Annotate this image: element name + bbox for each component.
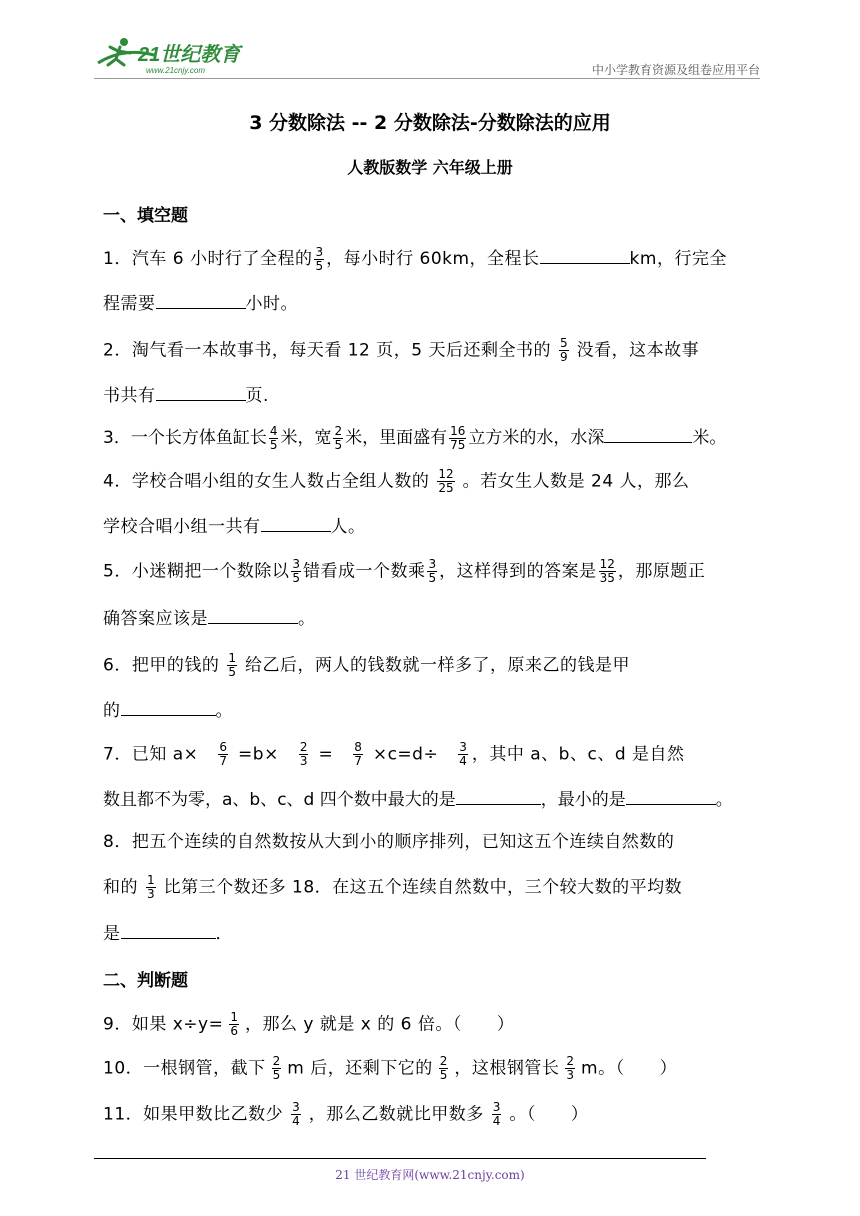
fraction: $\frac{2}{3}$ (299, 740, 308, 768)
answer-blank[interactable] (604, 424, 692, 443)
answer-blank[interactable] (261, 513, 331, 532)
fraction: $\frac{6}{7}$ (219, 740, 228, 768)
answer-blank[interactable] (456, 786, 541, 805)
fraction: $\frac{2}{5}$ (334, 423, 343, 452)
question-7-line1: 7．已知 a× $\frac{6}{7}$ =b× $\frac{2}{3}$ = $\frac{8}{7}$ ×c=d÷ $\frac{3}{4}$ ，其中 a、b、c、d 是自然 (103, 740, 685, 768)
question-5-line2: 确答案应该是 。 (103, 605, 761, 631)
fraction: $\frac{3}{4}$ (492, 1100, 501, 1128)
question-1-line1: 1．汽车 6 小时行了全程的 $\frac{3}{5}$ ，每小时行 60km，全程长 km，行完全 (103, 244, 727, 273)
page-title: 3 分数除法 -- 2 分数除法-分数除法的应用 (249, 112, 611, 134)
question-11: 11．如果甲数比乙数少 $\frac{3}{4}$ ，那么乙数就比甲数多 $\frac{3}{4}$ 。（ ） (103, 1100, 589, 1128)
page-subtitle: 人教版数学 六年级上册 (347, 158, 513, 177)
answer-blank[interactable] (626, 786, 716, 805)
question-1-line2: 程需要 小时。 (103, 290, 761, 316)
fraction: $\frac{4}{5}$ (269, 423, 278, 452)
answer-blank[interactable] (121, 697, 216, 716)
header-divider (94, 78, 760, 79)
fraction: $\frac{16}{75}$ (450, 423, 466, 452)
answer-blank[interactable] (208, 605, 298, 624)
question-6-line2: 的 。 (103, 697, 761, 723)
fraction: $\frac{3}{5}$ (315, 244, 324, 273)
svg-text:www.21cnjy.com: www.21cnjy.com (146, 66, 205, 75)
fraction: $\frac{3}{4}$ (292, 1100, 300, 1128)
fraction: $\frac{3}{5}$ (292, 557, 300, 585)
question-7-line2: 数且都不为零，a、b、c、d 四个数中最大的是 ，最小的是 。 (103, 786, 761, 812)
question-2-line1: 2．淘气看一本故事书，每天看 12 页，5 天后还剩全书的 $\frac{5}{9}$ 没看，这本故事 (103, 336, 700, 364)
svg-text:21世纪教育: 21世纪教育 (138, 44, 241, 66)
question-8-line2: 和的 $\frac{1}{3}$ 比第三个数还多 18．在这五个连续自然数中，三个较大数的平均数 (103, 873, 683, 901)
section-fill-blank: 一、填空题 (103, 206, 188, 226)
fraction: $\frac{12}{25}$ (438, 467, 454, 495)
fraction: $\frac{1}{6}$ (230, 1010, 238, 1038)
question-2-line2: 书共有 页. (103, 382, 761, 408)
answer-blank[interactable] (156, 382, 246, 401)
question-3: 3．一个长方体鱼缸长 $\frac{4}{5}$ 米，宽 $\frac{2}{5}$ 米，里面盛有 $\frac{16}{75}$ 立方米的水，水深 米。 (103, 423, 727, 452)
answer-blank[interactable] (121, 920, 216, 939)
footer-divider (94, 1158, 706, 1159)
fraction: $\frac{2}{5}$ (439, 1054, 448, 1082)
question-4-line1: 4．学校合唱小组的女生人数占全组人数的 $\frac{12}{25}$ 。若女生人数是 24 人，那么 (103, 467, 690, 495)
question-8-line3: 是 ． (103, 920, 761, 946)
fraction: $\frac{3}{4}$ (459, 740, 467, 768)
footer-text[interactable]: 21 世纪教育网(www.21cnjy.com) (335, 1168, 525, 1182)
question-8-line1: 8．把五个连续的自然数按从大到小的顺序排列，已知这五个连续自然数的 (103, 832, 675, 852)
site-logo (94, 33, 264, 79)
question-10: 10．一根钢管，截下 $\frac{2}{5}$ m 后，还剩下它的 $\frac{2}{5}$ ，这根钢管长 $\frac{2}{3}$ m。（ ） (103, 1054, 678, 1082)
fraction: $\frac{1}{3}$ (147, 873, 155, 901)
answer-blank[interactable] (156, 290, 246, 309)
platform-label: 中小学教育资源及组卷应用平台 (591, 63, 760, 77)
answer-blank[interactable] (540, 245, 630, 264)
fraction: $\frac{2}{3}$ (566, 1054, 575, 1082)
question-9: 9．如果 x÷y= $\frac{1}{6}$ ，那么 y 就是 x 的 6 倍。（ ） (103, 1010, 515, 1038)
question-4-line2: 学校合唱小组一共有 人。 (103, 513, 761, 539)
fraction: $\frac{2}{5}$ (272, 1054, 281, 1082)
section-true-false: 二、判断题 (103, 971, 188, 991)
fraction: $\frac{1}{5}$ (228, 651, 236, 679)
fraction: $\frac{5}{9}$ (559, 336, 568, 364)
fraction: $\frac{8}{7}$ (354, 740, 362, 768)
question-5-line1: 5．小迷糊把一个数除以 $\frac{3}{5}$ 错看成一个数乘 $\frac{3}{5}$ ，这样得到的答案是 $\frac{12}{35}$ ，那原题正 (103, 557, 706, 585)
question-6-line1: 6．把甲的钱的 $\frac{1}{5}$ 给乙后，两人的钱数就一样多了，原来乙的钱是甲 (103, 651, 630, 679)
fraction: $\frac{12}{35}$ (599, 557, 615, 585)
fraction: $\frac{3}{5}$ (428, 557, 437, 585)
